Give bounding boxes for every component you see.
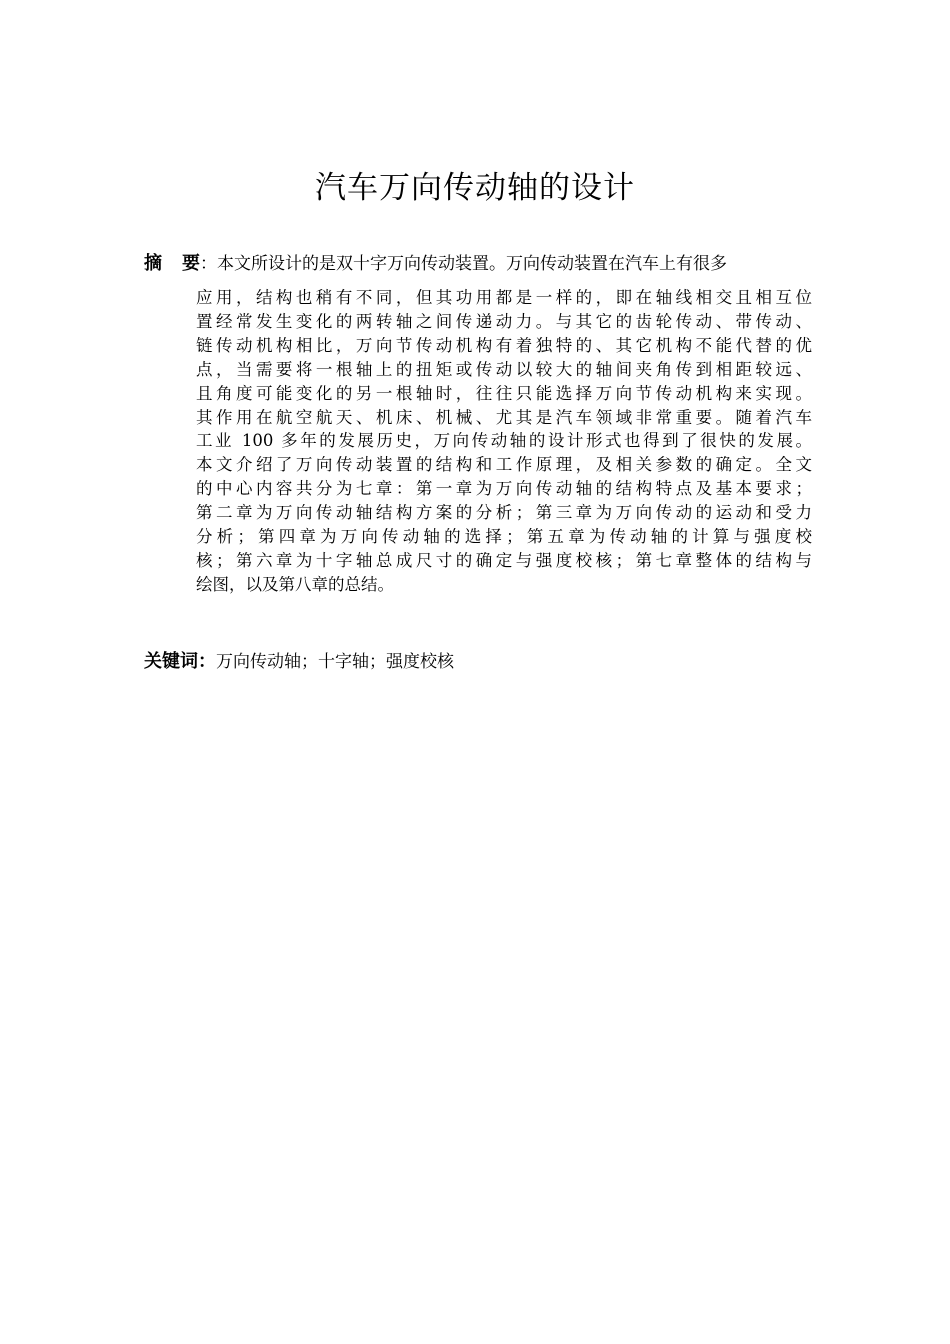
abstract-line: 本文介绍了万向传动装置的结构和工作原理，及相关参数的确定。全文 [196,455,812,475]
abstract-heading-line [144,250,814,278]
abstract-line: 链传动机构相比，万向节传动机构有着独特的、其它机构不能代替的优 [196,335,812,355]
abstract-line: 其作用在航空航天、机床、机械、尤其是汽车领域非常重要。随着汽车 [196,407,812,427]
abstract-label-colon: ： [200,254,217,274]
document-title: 汽车万向传动轴的设计 [315,170,635,206]
keywords-text: 万向传动轴；十字轴；强度校核 [216,652,454,672]
abstract-line: 点，当需要将一根轴上的扭矩或传动以较大的轴间夹角传到相距较远、 [196,359,812,379]
abstract-line: 核；第六章为十字轴总成尺寸的确定与强度校核；第七章整体的结构与 [196,550,812,570]
keywords-label: 关键词： [144,651,216,672]
abstract-first-line: 本文所设计的是双十字万向传动装置。万向传动装置在汽车上有很多 [217,254,727,274]
abstract-line: 应用，结构也稍有不同，但其功用都是一样的，即在轴线相交且相互位 [196,288,812,307]
abstract-body [196,286,812,597]
abstract-line: 置经常发生变化的两转轴之间传递动力。与其它的齿轮传动、带传动、 [196,311,812,331]
abstract-label-part1: 摘 [144,253,162,274]
abstract-line: 工业 100 多年的发展历史，万向传动轴的设计形式也得到了很快的发展。 [196,431,812,451]
abstract-line: 的中心内容共分为七章：第一章为万向传动轴的结构特点及基本要求； [196,479,812,499]
abstract-label-part2: 要 [182,253,200,274]
abstract-line: 第二章为万向传动轴结构方案的分析；第三章为万向传动的运动和受力 [196,503,812,523]
keywords-line [144,648,454,676]
abstract-line: 绘图，以及第八章的总结。 [196,574,394,594]
abstract-line: 且角度可能变化的另一根轴时，往往只能选择万向节传动机构来实现。 [196,383,812,403]
abstract-line: 分析；第四章为万向传动轴的选择；第五章为传动轴的计算与强度校 [196,527,812,547]
